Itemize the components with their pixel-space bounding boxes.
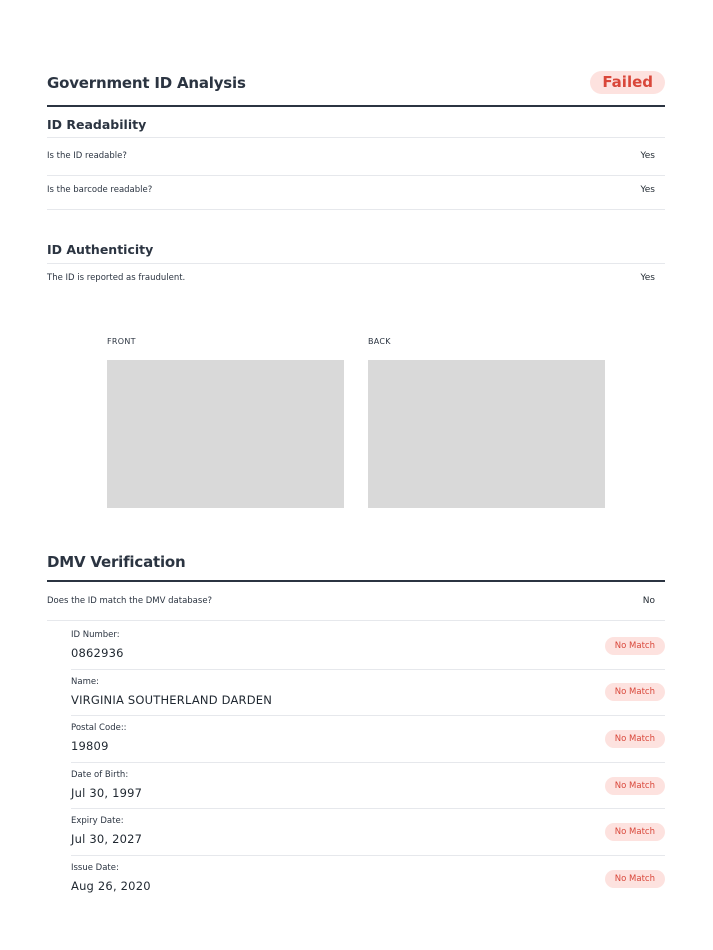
readability-row-barcode: [47, 185, 665, 195]
divider: [71, 855, 665, 856]
dmv-match-row: [47, 596, 665, 606]
row-answer: Yes: [640, 273, 655, 283]
authenticity-row-fraud: [47, 273, 665, 283]
dmv-field-expiry: [71, 816, 665, 846]
field-value: Aug 26, 2020: [71, 879, 151, 893]
row-question: Is the ID readable?: [47, 151, 127, 161]
row-answer: No: [642, 596, 655, 606]
no-match-badge: No Match: [605, 870, 665, 888]
row-answer: Yes: [640, 185, 655, 195]
row-question: The ID is reported as fraudulent.: [47, 273, 186, 283]
field-value: VIRGINIA SOUTHERLAND DARDEN: [71, 693, 273, 707]
dmv-field-dob: [71, 770, 665, 800]
divider: [47, 209, 665, 210]
divider: [71, 762, 665, 763]
divider: [47, 263, 665, 264]
field-label: Postal Code::: [71, 723, 127, 733]
dmv-field-postal-code: [71, 723, 665, 753]
field-label: Date of Birth:: [71, 770, 129, 780]
field-label: Expiry Date:: [71, 816, 124, 826]
dmv-divider: [47, 580, 665, 582]
back-label: BACK: [368, 337, 391, 346]
gov-id-divider: [47, 105, 665, 107]
field-value: Jul 30, 2027: [71, 832, 143, 846]
divider: [47, 620, 665, 621]
divider: [47, 175, 665, 176]
field-value: 0862936: [71, 646, 124, 660]
field-label: Issue Date:: [71, 863, 119, 873]
row-question: Does the ID match the DMV database?: [47, 596, 213, 606]
field-label: ID Number:: [71, 630, 120, 640]
front-label: FRONT: [107, 337, 136, 346]
field-value: Jul 30, 1997: [71, 786, 143, 800]
gov-id-title: Government ID Analysis: [47, 73, 246, 92]
no-match-badge: No Match: [605, 777, 665, 795]
status-badge: Failed: [590, 71, 665, 94]
dmv-field-name: [71, 677, 665, 707]
no-match-badge: No Match: [605, 637, 665, 655]
divider: [47, 137, 665, 138]
authenticity-title: ID Authenticity: [47, 242, 154, 257]
id-back-image[interactable]: [368, 360, 605, 508]
no-match-badge: No Match: [605, 823, 665, 841]
row-question: Is the barcode readable?: [47, 185, 153, 195]
id-front-image[interactable]: [107, 360, 344, 508]
divider: [71, 669, 665, 670]
readability-title: ID Readability: [47, 117, 147, 132]
dmv-field-issue: [71, 863, 665, 893]
dmv-header: [47, 553, 665, 571]
field-value: 19809: [71, 739, 109, 753]
no-match-badge: No Match: [605, 683, 665, 701]
gov-id-header: [47, 71, 665, 94]
dmv-title: DMV Verification: [47, 553, 186, 571]
no-match-badge: No Match: [605, 730, 665, 748]
field-label: Name:: [71, 677, 99, 687]
divider: [71, 808, 665, 809]
row-answer: Yes: [640, 151, 655, 161]
readability-row-id: [47, 151, 665, 161]
dmv-field-id-number: [71, 630, 665, 660]
divider: [71, 715, 665, 716]
